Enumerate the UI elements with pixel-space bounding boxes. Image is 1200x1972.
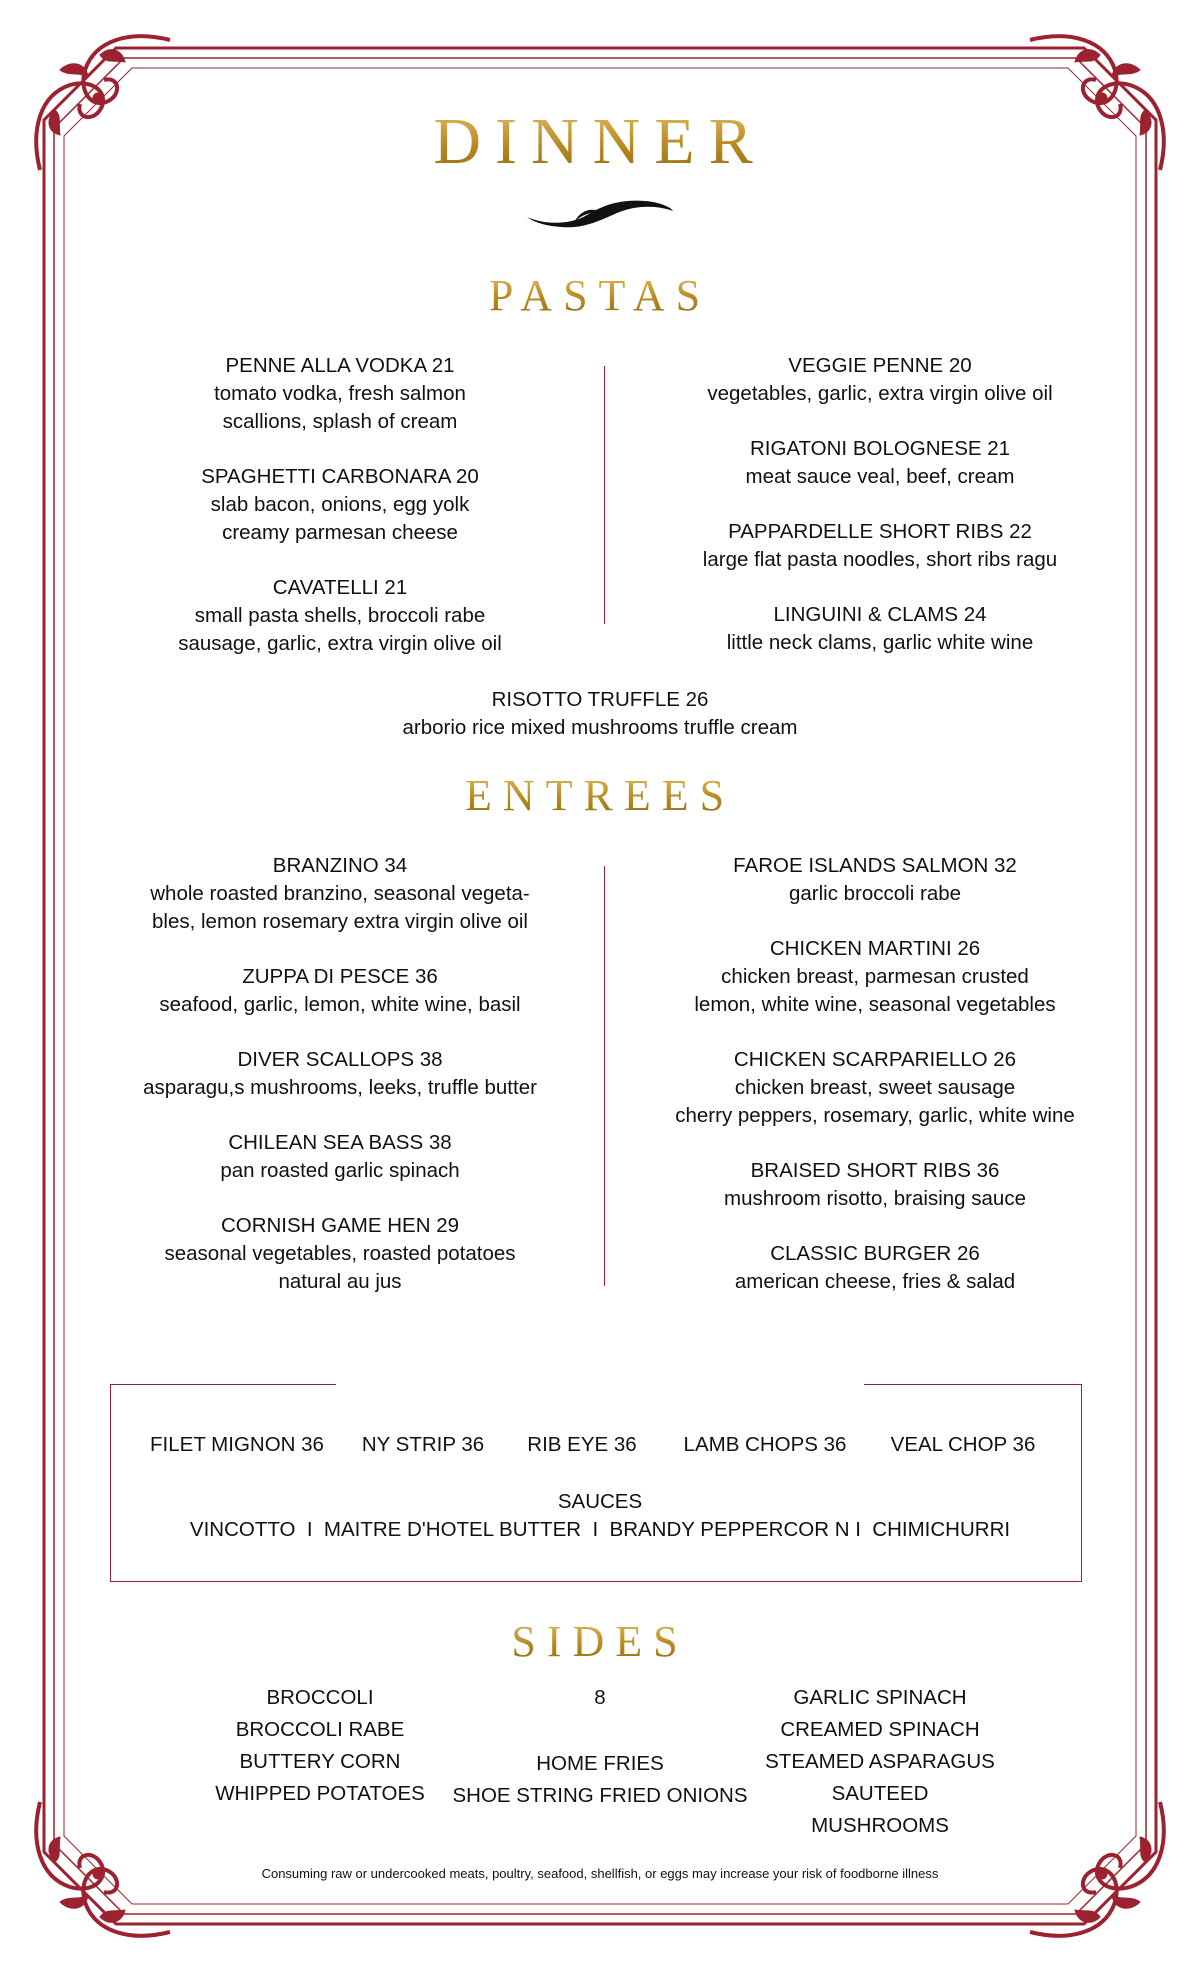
pastas-right-column bbox=[650, 352, 1110, 684]
spacer bbox=[440, 1714, 760, 1748]
item-name: CHICKEN SCARPARIELLO 26 bbox=[733, 1048, 1017, 1071]
steak-item: RIB EYE 36 bbox=[527, 1433, 637, 1456]
menu-item bbox=[120, 463, 560, 547]
entrees-heading: ENTREES bbox=[0, 770, 1200, 821]
menu-item bbox=[650, 435, 1110, 491]
item-description: bles, lemon rosemary extra virgin olive oil bbox=[152, 910, 528, 933]
steaks-heading bbox=[0, 1356, 1200, 1407]
menu-item bbox=[640, 852, 1110, 908]
side-item: CREAMED SPINACH bbox=[780, 1718, 980, 1741]
item-description: slab bacon, onions, egg yolk bbox=[210, 493, 470, 516]
menu-item bbox=[640, 1240, 1110, 1296]
item-name: VEGGIE PENNE 20 bbox=[788, 354, 972, 377]
title-flourish-ornament bbox=[525, 195, 675, 231]
sides-price: 8 bbox=[594, 1686, 606, 1709]
item-description: cherry peppers, rosemary, garlic, white wine bbox=[675, 1104, 1075, 1127]
entrees-left-column bbox=[100, 852, 580, 1323]
sides-left-column bbox=[200, 1682, 440, 1810]
item-name: CORNISH GAME HEN 29 bbox=[220, 1214, 460, 1237]
item-description: little neck clams, garlic white wine bbox=[726, 631, 1034, 654]
item-description: lemon, white wine, seasonal vegetables bbox=[694, 993, 1056, 1016]
item-name: BRANZINO 34 bbox=[272, 854, 408, 877]
side-item: WHIPPED POTATOES bbox=[215, 1782, 425, 1805]
item-name: BRAISED SHORT RIBS 36 bbox=[750, 1159, 1000, 1182]
side-item: SAUTEED MUSHROOMS bbox=[811, 1782, 949, 1837]
menu-item bbox=[640, 1046, 1110, 1130]
side-item: BROCCOLI bbox=[266, 1686, 374, 1709]
sides-heading: SIDES bbox=[0, 1616, 1200, 1667]
menu-item bbox=[100, 963, 580, 1019]
menu-title: DINNER bbox=[0, 104, 1200, 180]
item-name: RISOTTO TRUFFLE 26 bbox=[491, 688, 709, 711]
item-description: chicken breast, parmesan crusted bbox=[721, 965, 1029, 988]
item-description: sausage, garlic, extra virgin olive oil bbox=[178, 632, 502, 655]
item-name: RIGATONI BOLOGNESE 21 bbox=[749, 437, 1011, 460]
menu-item bbox=[640, 935, 1110, 1019]
steaks-box bbox=[110, 1384, 1082, 1582]
pastas-heading: PASTAS bbox=[0, 270, 1200, 321]
item-description: vegetables, garlic, extra virgin olive oil bbox=[707, 382, 1053, 405]
sauces-label: SAUCES bbox=[557, 1490, 643, 1513]
item-description: whole roasted branzino, seasonal vegeta- bbox=[150, 882, 530, 905]
column-divider bbox=[604, 366, 605, 624]
sides-center-column bbox=[440, 1682, 760, 1812]
item-name: LINGUINI & CLAMS 24 bbox=[773, 603, 987, 626]
menu-item bbox=[640, 1157, 1110, 1213]
item-description: american cheese, fries & salad bbox=[734, 1270, 1016, 1293]
item-name: CHICKEN MARTINI 26 bbox=[769, 937, 981, 960]
item-name: CLASSIC BURGER 26 bbox=[770, 1242, 980, 1265]
item-name: CAVATELLI 21 bbox=[272, 576, 408, 599]
item-description: seafood, garlic, lemon, white wine, basil bbox=[159, 993, 521, 1016]
item-description: creamy parmesan cheese bbox=[222, 521, 458, 544]
item-name: DIVER SCALLOPS 38 bbox=[237, 1048, 443, 1071]
menu-item bbox=[100, 1212, 580, 1296]
item-description: seasonal vegetables, roasted potatoes bbox=[164, 1242, 516, 1265]
entrees-right-column bbox=[640, 852, 1110, 1323]
item-description: small pasta shells, broccoli rabe bbox=[194, 604, 486, 627]
item-description: garlic broccoli rabe bbox=[788, 882, 962, 905]
item-name: ZUPPA DI PESCE 36 bbox=[242, 965, 438, 988]
item-description: chicken breast, sweet sausage bbox=[734, 1076, 1016, 1099]
item-description: meat sauce veal, beef, cream bbox=[745, 465, 1015, 488]
side-item: SHOE STRING FRIED ONIONS bbox=[452, 1784, 748, 1807]
item-description: arborio rice mixed mushrooms truffle cream bbox=[402, 716, 798, 739]
steaks-heading-text: STEAKS & CHOPS bbox=[336, 1357, 864, 1406]
menu-item bbox=[100, 1046, 580, 1102]
menu-item bbox=[100, 852, 580, 936]
steak-item: VEAL CHOP 36 bbox=[890, 1433, 1036, 1456]
menu-item bbox=[650, 518, 1110, 574]
menu-item bbox=[300, 686, 900, 742]
item-description: pan roasted garlic spinach bbox=[220, 1159, 460, 1182]
menu-item bbox=[650, 352, 1110, 408]
item-name: SPAGHETTI CARBONARA 20 bbox=[201, 465, 479, 488]
item-description: large flat pasta noodles, short ribs ragu bbox=[702, 548, 1058, 571]
menu-item bbox=[120, 574, 560, 658]
pastas-center-item bbox=[300, 686, 900, 769]
item-description: natural au jus bbox=[278, 1270, 402, 1293]
item-description: scallions, splash of cream bbox=[222, 410, 458, 433]
steak-item: NY STRIP 36 bbox=[361, 1433, 485, 1456]
menu-item bbox=[120, 352, 560, 436]
side-item: STEAMED ASPARAGUS bbox=[765, 1750, 995, 1773]
item-name: PENNE ALLA VODKA 21 bbox=[225, 354, 455, 377]
item-description: mushroom risotto, braising sauce bbox=[724, 1187, 1026, 1210]
item-name: PAPPARDELLE SHORT RIBS 22 bbox=[728, 520, 1032, 543]
menu-item bbox=[100, 1129, 580, 1185]
item-name: CHILEAN SEA BASS 38 bbox=[228, 1131, 452, 1154]
item-description: asparagu,s mushrooms, leeks, truffle butter bbox=[143, 1076, 537, 1099]
item-name: FAROE ISLANDS SALMON 32 bbox=[733, 854, 1017, 877]
side-item: BUTTERY CORN bbox=[239, 1750, 401, 1773]
steak-item: LAMB CHOPS 36 bbox=[683, 1433, 847, 1456]
pastas-left-column bbox=[120, 352, 560, 685]
sauces-list: VINCOTTO I MAITRE D'HOTEL BUTTER I BRANDY PEPPERCOR N I CHIMICHURRI bbox=[189, 1518, 1011, 1541]
food-safety-disclaimer: Consuming raw or undercooked meats, poultry, seafood, shellfish, or eggs may increase your risk of foodborne illness bbox=[261, 1866, 939, 1881]
item-description: tomato vodka, fresh salmon bbox=[214, 382, 466, 405]
sides-right-column bbox=[760, 1682, 1000, 1842]
column-divider bbox=[604, 866, 605, 1286]
side-item: BROCCOLI RABE bbox=[235, 1718, 405, 1741]
side-item: GARLIC SPINACH bbox=[793, 1686, 967, 1709]
side-item: HOME FRIES bbox=[536, 1752, 664, 1775]
steak-item: FILET MIGNON 36 bbox=[150, 1433, 324, 1456]
menu-item bbox=[650, 601, 1110, 657]
